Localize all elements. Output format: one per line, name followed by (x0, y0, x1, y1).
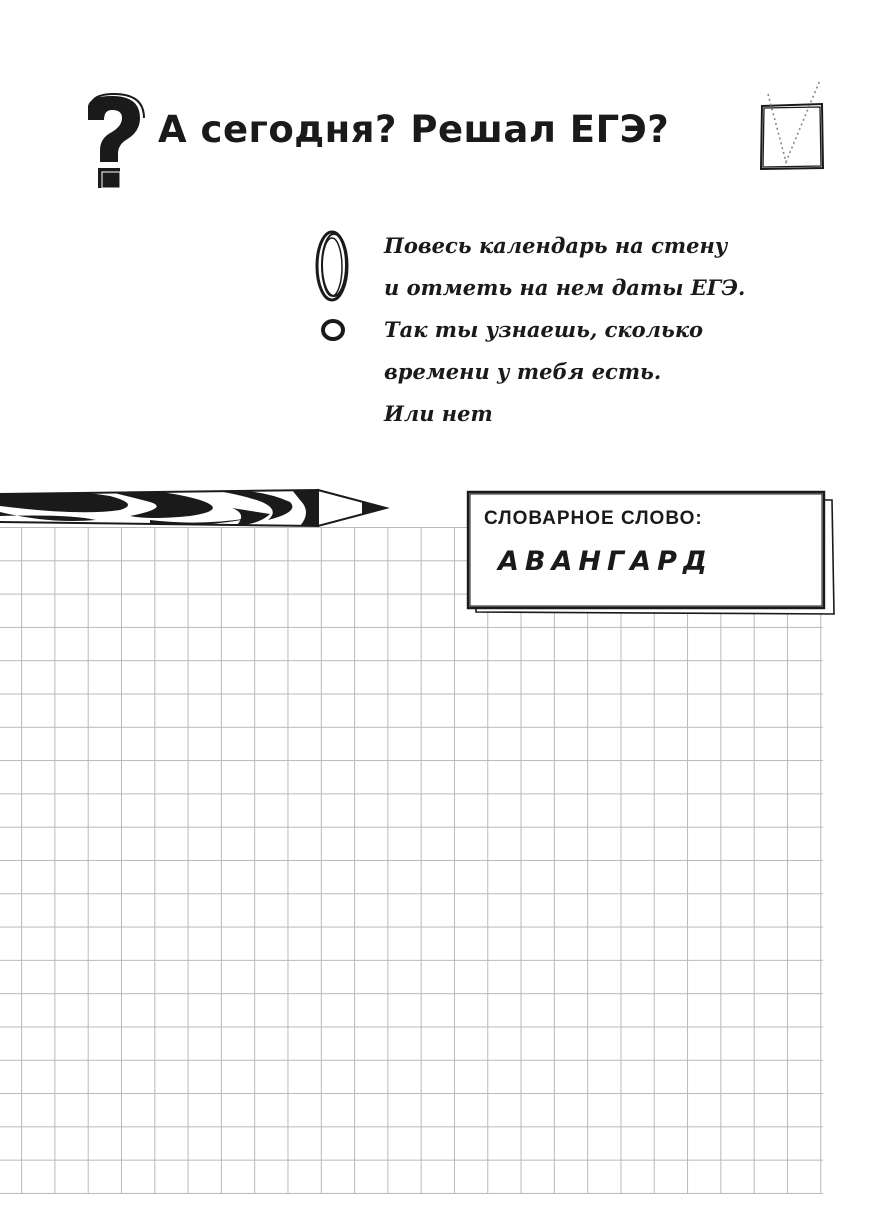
vocabulary-label: СЛОВАРНОЕ СЛОВО: (484, 508, 703, 529)
tip-line: Или нет (384, 401, 493, 426)
tip-line: и отметь на нем даты ЕГЭ. (384, 275, 746, 300)
tip-text (384, 226, 745, 436)
vocabulary-word: АВАНГАРД (498, 546, 713, 577)
tip-line: Повесь календарь на стену (384, 233, 728, 258)
page-title: А сегодня? Решал ЕГЭ? (158, 108, 670, 151)
zebra-pencil-icon (0, 486, 392, 530)
exclamation-mark-icon (312, 230, 358, 350)
question-mark-icon (78, 92, 148, 192)
checkbox-icon[interactable] (756, 76, 828, 176)
squared-grid (0, 527, 823, 1194)
tip-line: времени у тебя есть. (384, 359, 662, 384)
vocabulary-card (464, 488, 838, 618)
tip-line: Так ты узнаешь, сколько (384, 317, 704, 342)
